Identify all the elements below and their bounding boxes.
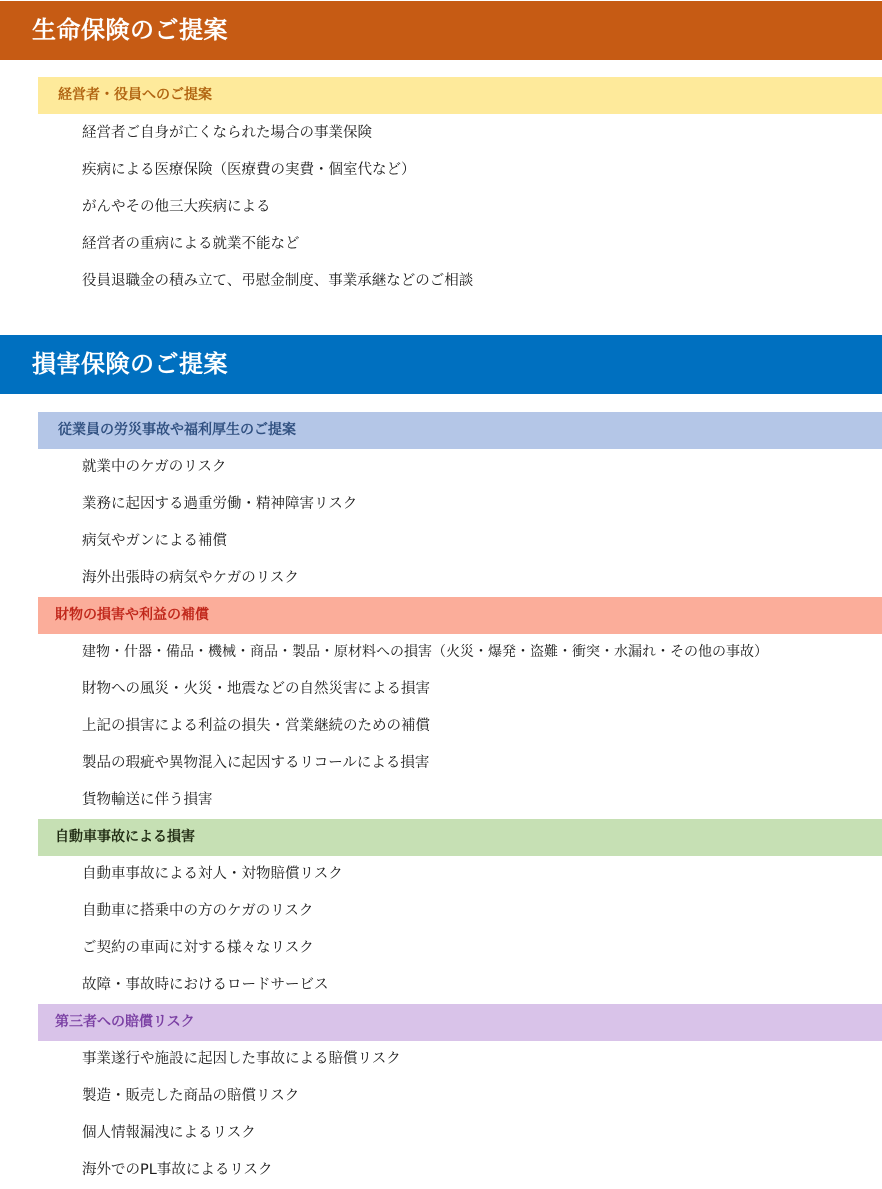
section-header-employees: 従業員の労災事故や福利厚生のご提案 [38, 412, 882, 449]
list-item: 財物への風災・火災・地震などの自然災害による損害 [82, 681, 430, 697]
list-item: 自動車に搭乗中の方のケガのリスク [82, 903, 314, 919]
life-insurance-header: 生命保険のご提案 [0, 1, 882, 60]
list-item: 海外でのPL事故によるリスク [82, 1162, 273, 1178]
list-item: 経営者の重病による就業不能など [82, 236, 300, 252]
list-item: 貨物輸送に伴う損害 [82, 792, 213, 808]
list-item: 事業遂行や施設に起因した事故による賠償リスク [82, 1051, 401, 1067]
nonlife-insurance-header: 損害保険のご提案 [0, 335, 882, 394]
list-item: ご契約の車両に対する様々なリスク [82, 940, 314, 956]
list-item: 製造・販売した商品の賠償リスク [82, 1088, 300, 1104]
list-item: 病気やガンによる補償 [82, 533, 227, 549]
list-item: 経営者ご自身が亡くなられた場合の事業保険 [82, 125, 372, 141]
list-item: がんやその他三大疾病による [82, 199, 271, 215]
list-item: 建物・什器・備品・機械・商品・製品・原材料への損害（火災・爆発・盗難・衝突・水漏れ・その他の事故） [82, 644, 768, 660]
list-item: 就業中のケガのリスク [82, 459, 227, 475]
section-header-liability: 第三者への賠償リスク [38, 1004, 882, 1041]
list-item: 上記の損害による利益の損失・営業継続のための補償 [82, 718, 430, 734]
list-item: 業務に起因する過重労働・精神障害リスク [82, 496, 358, 512]
list-item: 自動車事故による対人・対物賠償リスク [82, 866, 343, 882]
list-item: 役員退職金の積み立て、弔慰金制度、事業承継などのご相談 [82, 273, 474, 289]
list-item: 疾病による医療保険（医療費の実費・個室代など） [82, 162, 416, 178]
list-item: 個人情報漏洩によるリスク [82, 1125, 256, 1141]
list-item: 海外出張時の病気やケガのリスク [82, 570, 299, 586]
list-item: 製品の瑕疵や異物混入に起因するリコールによる損害 [82, 755, 430, 771]
section-header-executives: 経営者・役員へのご提案 [38, 77, 882, 114]
section-header-auto: 自動車事故による損害 [38, 819, 882, 856]
section-header-property: 財物の損害や利益の補償 [38, 597, 882, 634]
list-item: 故障・事故時におけるロードサービス [82, 977, 329, 993]
